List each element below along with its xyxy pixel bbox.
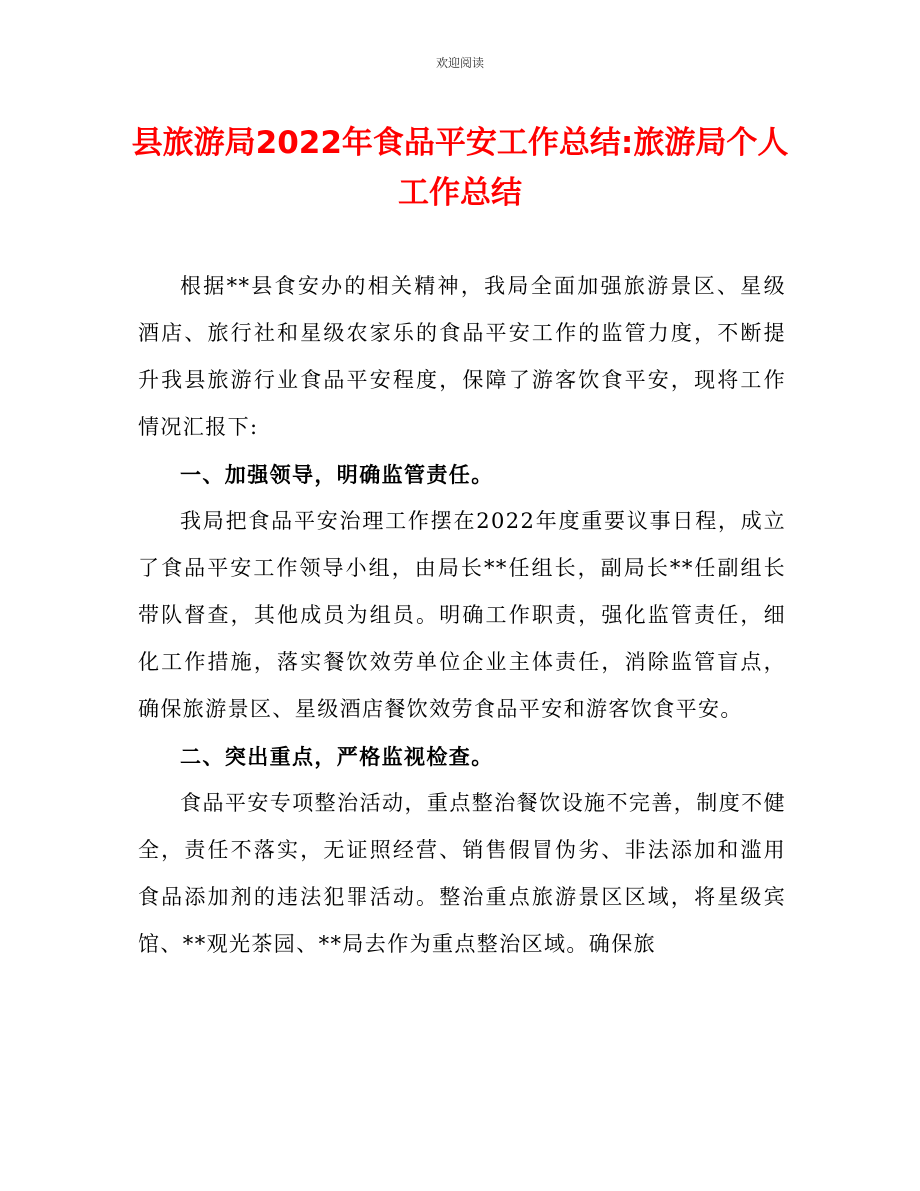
document-title: 县旅游局2022年食品平安工作总结:旅游局个人工作总结 [131,125,789,211]
document-body [138,263,786,968]
page-header: 欢迎阅读 [435,56,484,70]
paragraph-section-1: 我局把食品平安治理工作摆在2022年度重要议事日程，成立了食品平安工作领导小组，由局长**任组长，副局长**任副组长带队督查，其他成员为组员。明确工作职责，强化监管责任，细化工作措施，落实餐饮效劳单位企业主体责任，消除监管盲点，确保旅游景区、星级酒店餐饮效劳食品平安和游客饮食平安。 [138,509,786,721]
paragraph-intro: 根据**县食安办的相关精神，我局全面加强旅游景区、星级酒店、旅行社和星级农家乐的食品平安工作的监管力度，不断提升我县旅游行业食品平安程度，保障了游客饮食平安，现将工作情况汇报下: [138,274,786,439]
paragraph-section-2: 食品平安专项整治活动，重点整治餐饮设施不完善，制度不健全，责任不落实，无证照经营、销售假冒伪劣、非法添加和滥用食品添加剂的违法犯罪活动。整治重点旅游景区区域，将星级宾馆、**观光茶园、**局去作为重点整治区域。确保旅 [138,791,786,956]
section-heading-2: 二、突出重点，严格监视检查。 [180,744,494,769]
section-heading-1: 一、加强领导，明确监管责任。 [180,462,494,487]
